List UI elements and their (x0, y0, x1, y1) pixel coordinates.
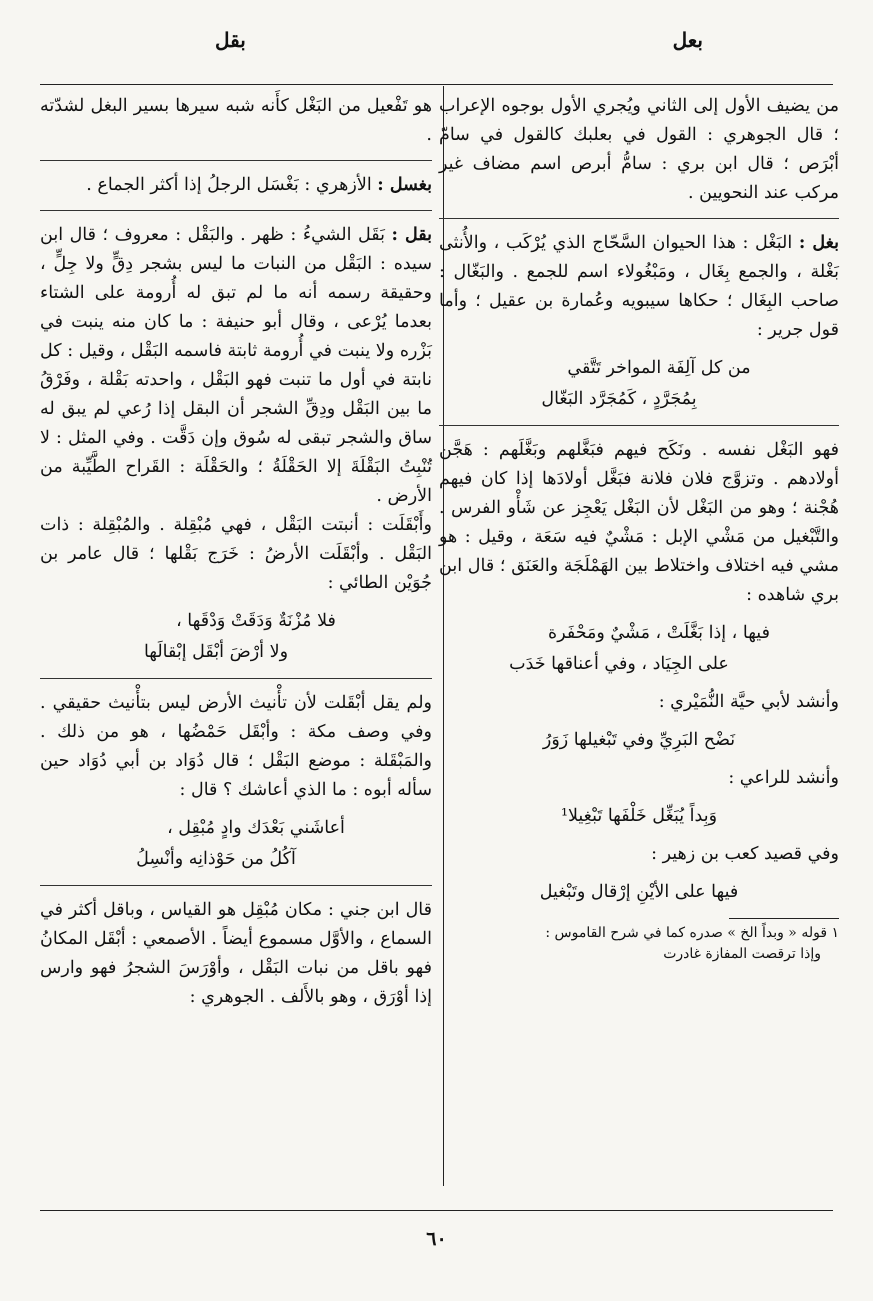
footer-rule (40, 1210, 833, 1211)
paragraph: هو تَفْعيل من البَغْل كأَنه شبه سيرها بسير البغل لشدّته . (40, 96, 432, 145)
verse-line: أعاشَني بَعْدَك وادٍ مُبْقِل ، (167, 818, 345, 838)
entry-separator (439, 218, 839, 219)
verse-line: على الجِيَاد ، وفي أعناقها خَدَب (509, 654, 729, 674)
verse (40, 606, 432, 668)
headword: بغل : (798, 233, 839, 253)
verse-line: آكُلُ من حَوْذانِه وأنْسِلُ (136, 849, 296, 869)
verse-line: من كل آلِفَة المواخر تَتَّقي (567, 358, 751, 378)
page-number: ٦٠ (426, 1228, 447, 1250)
verse-line: ولا أرْضَ أبْقَل إبْقالَها (143, 642, 289, 662)
entry-separator (439, 425, 839, 426)
header-rule (40, 84, 833, 85)
paragraph: وأنشد لأبي حيَّة النُّمَيْري : (658, 692, 839, 712)
running-header-left: بقل (215, 28, 246, 52)
verse: نَضْح البَرِيِّ وفي تَبْغيلها زَوَرُ (542, 730, 736, 750)
paragraph: وأنشد للراعي : (728, 768, 839, 788)
left-column (40, 92, 432, 1012)
entry-text: الأزهري : بَغْسَل الرجلُ إذا أكثر الجماع . (86, 175, 378, 195)
entry-text: بَقَل الشيءُ : ظهر . والبَقْل : معروف ؛ قال ابن سيده : البَقْل من النبات ما ليس بشجر دِقٍّ ولا جِلٍّ ، وحقيقة رسمه أنه ما لم تبق له أُرومة على الشتاء بعدما يُرْعى ، وقال أبو حنيفة : ما كان منه ينبت في بَزْره ولا ينبت في أُرومة ثابتة فاسمه البَقْل ، وقيل : كل نابتة في أول ما تنبت فهو البَقْل ، واحدته بَقْلة ، وفَرْقُ ما بين البَقْل ودِقِّ الشجر أن البقل إذا رُعي لم يبق له ساق والشجر تبقى له سُوق وإن دَقَّت . وفي المثل : لا تُنْبِتُ البَقْلَةَ إلا الحَقْلَةُ ؛ والحَقْلَة : القَراح الطَّيِّبة من الأرض . (40, 225, 432, 506)
paragraph: من يضيف الأول إلى الثاني ويُجري الأول بوجوه الإعراب ؛ قال الجوهري : القول في بعلبك كالقول في سامّ أبْرَص ؛ قال ابن بري : سامُّ أبرص اسم مضاف غير مركب عند النحويين . (439, 96, 839, 203)
verse (439, 618, 839, 680)
headword: بقل : (391, 225, 433, 245)
footnote-rule (729, 918, 839, 919)
entry-separator (40, 210, 432, 211)
footnote-line: وإذا ترقصت المفازة غادرت (663, 946, 821, 962)
footnote (439, 923, 839, 965)
paragraph: وأَبْقَلَت : أنبتت البَقْل ، فهي مُبْقِلة . والمُبْقِلة : ذات البَقْل . وأبْقَلَت الأرضُ : خَرَج بَقْلها ؛ قال عامر بن جُوَيْن الطائي : (40, 515, 432, 593)
right-column (439, 92, 839, 965)
entry-baql (40, 221, 432, 511)
entry-separator (40, 678, 432, 679)
running-header-right: بعل (672, 28, 703, 52)
verse: وَبِداً يُبَغِّل خَلْفَها تَبْغِيلا¹ (560, 806, 718, 826)
footnote-line: ١ قوله « وبداً الخ » صدره كما في شرح القاموس : (545, 925, 839, 941)
verse-line: فيها ، إذا بَغَّلَتْ ، مَشْيٌ ومَحْفَرة (548, 623, 770, 643)
entry-baghsal (40, 171, 432, 200)
entry-separator (40, 160, 432, 161)
paragraph: فهو البَغْل نفسه . ونَكَح فيهم فبَغَّلهم وبَغَّلَهم : هَجَّن أولادهم . وتزوَّج فلان فلانة فبَغَّل أولادَها إذا كان فيهم هُجْنة ؛ وهو من البَغْل لأن البَغْل يَعْجِز عن شَأْو الفرس . والتَّبْغيل من مَشْي الإبل : مَشْيٌ فيه سَعَة ، وقيل : هو مشي فيه اختلاف واختلاط بين الهَمْلَجَة والعَنَق ؛ قال ابن بري شاهده : (439, 440, 839, 605)
paragraph: ولم يقل أبْقَلت لأن تأْنيث الأرض ليس بتأْنيث حقيقي . وفي وصف مكة : وأبْقَل حَمْضُها ، هو من ذلك . والمَبْقَلة : موضع البَقْل ؛ قال دُوَاد بن أبي دُوَاد حين سأله أبوه : ما الذي أعاشك ؟ قال : (40, 693, 432, 800)
entry-text: البَغْل : هذا الحيوان السَّحّاج الذي يُرْكَب ، والأُنثى بَغْلة ، والجمع بِغَال ، ومَبْغُولاء اسم للجمع . والبَغّال : صاحب البِغَال ؛ حكاها سيبويه وعُمارة بن عقيل ؛ وأما قول جرير : (439, 233, 839, 340)
verse: فيها على الأيْنِ إرْقال وتَبْغيل (539, 882, 739, 902)
entry-separator (40, 885, 432, 886)
paragraph: قال ابن جني : مكان مُبْقِل هو القياس ، وباقل أكثر في السماع ، والأوَّل مسموع أيضاً . الأصمعي : أبْقَل المكانُ فهو باقل من نبات البَقْل ، وأوْرَسَ الشجرُ فهو وارس إذا أوْرَق ، وهو بالأَلف . الجوهري : (40, 900, 432, 1007)
verse-line: فلا مُزْنَةٌ وَدَقَتْ وَدْقَها ، (176, 611, 336, 631)
entry-baghl (439, 229, 839, 345)
verse-line: بِمُجَرَّدٍ ، كَمُجَرَّد البَغّال (541, 389, 697, 409)
verse (439, 353, 839, 415)
paragraph: وفي قصيد كعب بن زهير : (651, 844, 839, 864)
headword: بغسل : (377, 175, 432, 195)
verse (40, 813, 432, 875)
